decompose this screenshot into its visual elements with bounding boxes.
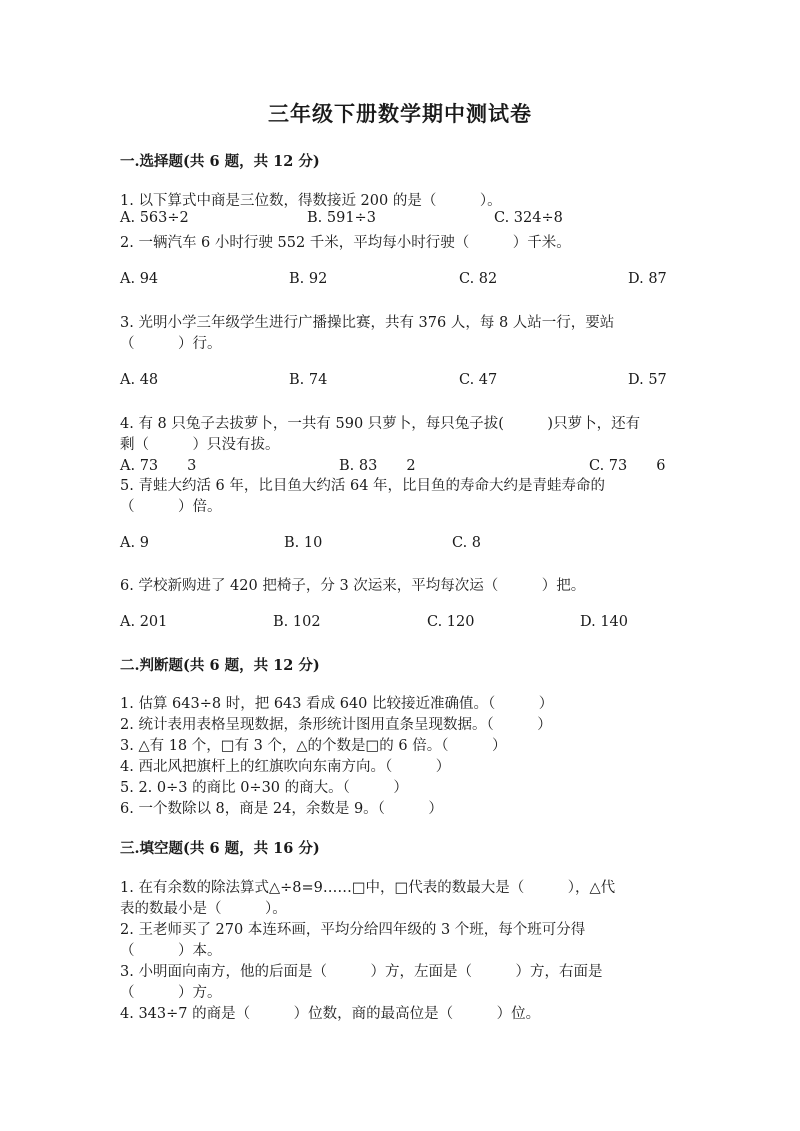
section-heading-judgement: 二.判断题(共 6 题，共 12 分) — [120, 657, 320, 674]
q1-option-b: B. 591÷3 — [307, 210, 376, 226]
q3-option-a: A. 48 — [120, 372, 159, 388]
judgement-item-2: 2. 统计表用表格呈现数据，条形统计图用直条呈现数据。（ ） — [120, 717, 552, 733]
fill-line-2: 表的数最小是（ ）。 — [120, 901, 287, 917]
judgement-item-1: 1. 估算 643÷8 时，把 643 看成 640 比较接近准确值。（ ） — [120, 696, 554, 712]
q5-option-c: C. 8 — [452, 535, 482, 551]
q4-text-line1: 4. 有 8 只兔子去拔萝卜，一共有 590 只萝卜，每只兔子拔( )只萝卜，还有 — [120, 416, 641, 432]
q3-text-line2: （ ）行。 — [120, 336, 222, 352]
q3-option-c: C. 47 — [459, 372, 498, 388]
q5-option-b: B. 10 — [284, 535, 323, 551]
q6-text: 6. 学校新购进了 420 把椅子，分 3 次运来，平均每次运（ ）把。 — [120, 578, 586, 594]
q2-option-a: A. 94 — [120, 271, 159, 287]
fill-line-7: 4. 343÷7 的商是（ ）位数，商的最高位是（ ）位。 — [120, 1006, 541, 1022]
q6-option-d: D. 140 — [580, 614, 629, 630]
q5-text-line2: （ ）倍。 — [120, 499, 222, 515]
q6-option-b: B. 102 — [273, 614, 321, 630]
q1-option-a: A. 563÷2 — [120, 210, 189, 226]
judgement-item-4: 4. 西北风把旗杆上的红旗吹向东南方向。（ ） — [120, 759, 451, 775]
q1-option-c: C. 324÷8 — [494, 210, 563, 226]
q2-option-b: B. 92 — [289, 271, 328, 287]
section-heading-choice: 一.选择题(共 6 题，共 12 分) — [120, 153, 320, 170]
fill-line-5: 3. 小明面向南方，他的后面是（ ）方，左面是（ ）方，右面是 — [120, 964, 603, 980]
fill-line-4: （ ）本。 — [120, 943, 222, 959]
q2-text: 2. 一辆汽车 6 小时行驶 552 千米，平均每小时行驶（ ）千米。 — [120, 235, 571, 251]
judgement-item-6: 6. 一个数除以 8，商是 24，余数是 9。（ ） — [120, 801, 443, 817]
q6-option-c: C. 120 — [427, 614, 475, 630]
q4-option-c: C. 73 6 — [589, 458, 666, 474]
q5-text-line1: 5. 青蛙大约活 6 年，比目鱼大约活 64 年，比目鱼的寿命大约是青蛙寿命的 — [120, 478, 606, 494]
q2-option-c: C. 82 — [459, 271, 498, 287]
q4-text-line2: 剩（ ）只没有拔。 — [120, 437, 280, 453]
q3-option-b: B. 74 — [289, 372, 328, 388]
q4-option-a: A. 73 3 — [120, 458, 197, 474]
judgement-item-5: 5. 2. 0÷3 的商比 0÷30 的商大。（ ） — [120, 780, 408, 796]
section-heading-fill-blank: 三.填空题(共 6 题，共 16 分) — [120, 840, 320, 857]
exam-title: 三年级下册数学期中测试卷 — [268, 101, 532, 126]
q3-option-d: D. 57 — [628, 372, 667, 388]
q4-option-b: B. 83 2 — [339, 458, 416, 474]
q6-option-a: A. 201 — [120, 614, 168, 630]
judgement-item-3: 3. △有 18 个，□有 3 个，△的个数是□的 6 倍。（ ） — [120, 738, 507, 754]
q2-option-d: D. 87 — [628, 271, 667, 287]
fill-line-1: 1. 在有余数的除法算式△÷8=9……□中，□代表的数最大是（ ），△代 — [120, 880, 616, 896]
q1-text: 1. 以下算式中商是三位数，得数接近 200 的是（ ）。 — [120, 193, 502, 209]
fill-line-6: （ ）方。 — [120, 985, 222, 1001]
q5-option-a: A. 9 — [120, 535, 149, 551]
q3-text-line1: 3. 光明小学三年级学生进行广播操比赛，共有 376 人，每 8 人站一行，要站 — [120, 315, 615, 331]
fill-line-3: 2. 王老师买了 270 本连环画，平均分给四年级的 3 个班，每个班可分得 — [120, 922, 586, 938]
